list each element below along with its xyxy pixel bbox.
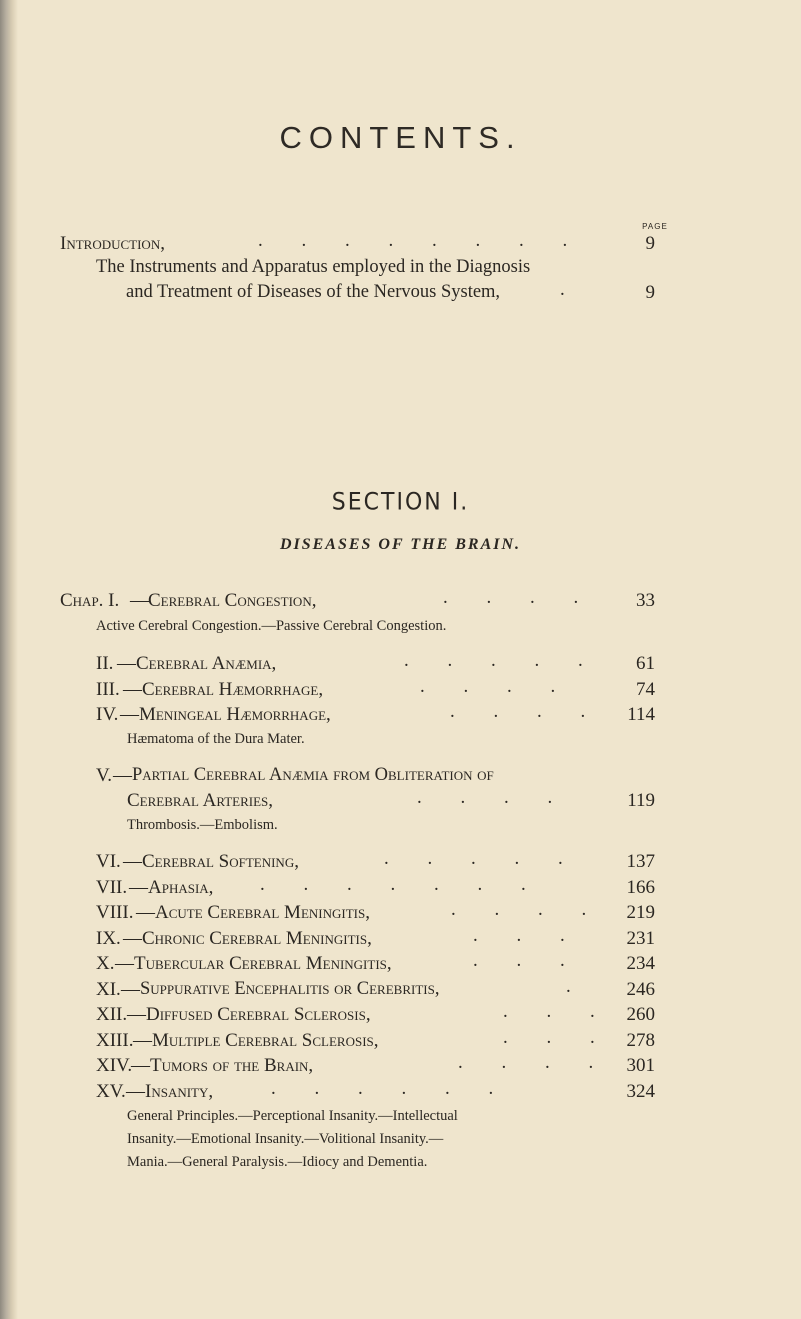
- chapter-title: Suppurative Encephalitis or Cerebritis,: [140, 979, 440, 999]
- chapter-page: 119: [627, 790, 655, 811]
- intro-page: 9: [645, 233, 655, 254]
- chapter-page: 33: [636, 590, 655, 611]
- chapter-title: Partial Cerebral Anæmia from Obliteration of: [132, 765, 494, 785]
- chapter-title: Acute Cerebral Meningitis,: [155, 902, 370, 923]
- leader-dots: . . . . . . . .: [258, 230, 585, 251]
- chapter-number: XI.: [96, 979, 121, 1000]
- chapter-page: 74: [636, 679, 655, 700]
- chapter-number: XV.: [96, 1081, 126, 1102]
- chapter-title-continued: Cerebral Arteries,: [127, 790, 274, 811]
- chapter-subtopics: Hæmatoma of the Dura Mater.: [127, 731, 305, 747]
- leader-dots: . . .: [503, 1027, 612, 1048]
- chapter-subtopics: Active Cerebral Congestion.—Passive Cerebral Congestion.: [96, 618, 447, 634]
- leader-dots: . . . .: [417, 787, 570, 808]
- chapter-number: IV.: [96, 704, 119, 725]
- chapter-dash: —: [117, 653, 136, 674]
- chapter-page: 278: [626, 1030, 655, 1051]
- chapter-dash: —: [133, 1030, 152, 1051]
- chapter-subtopics-continued: Mania.—General Paralysis.—Idiocy and Dementia.: [127, 1154, 428, 1170]
- chapter-page: 166: [626, 877, 655, 898]
- chapter-page: 61: [636, 653, 655, 674]
- chapter-dash: —: [121, 979, 140, 1000]
- leader-dots: . . . .: [458, 1052, 611, 1073]
- leader-dots: . . . .: [450, 701, 603, 722]
- chapter-title: Cerebral Anæmia,: [136, 653, 277, 674]
- chapter-number: XIII.: [96, 1030, 134, 1051]
- chapter-number: XII.: [96, 1004, 128, 1025]
- page-column-label: PAGE: [642, 222, 668, 231]
- chapter-number: III.: [96, 679, 120, 700]
- leader-dots: . . . . .: [384, 848, 580, 869]
- chapter-page: 219: [626, 902, 655, 923]
- leader-dots: . . .: [503, 1001, 612, 1022]
- chapter-dash: —: [131, 1055, 150, 1076]
- chapter-title: Aphasia,: [148, 877, 214, 898]
- intro-line-2-page: 9: [645, 282, 655, 303]
- chapter-dash: —: [130, 590, 149, 611]
- page-title: CONTENTS.: [279, 120, 522, 155]
- leader-dots: . . . .: [451, 899, 604, 920]
- chapter-page: 324: [626, 1081, 655, 1102]
- chapter-number: IX.: [96, 928, 121, 949]
- section-subheading: DISEASES OF THE BRAIN.: [279, 536, 522, 553]
- chapter-page: 246: [626, 979, 655, 1000]
- chapter-dash: —: [120, 704, 139, 725]
- chapter-dash: —: [123, 851, 142, 872]
- chapter-title: Cerebral Hæmorrhage,: [142, 679, 324, 700]
- leader-dots: . . .: [473, 950, 582, 971]
- chapter-dash: —: [123, 679, 142, 700]
- chapter-number: VI.: [96, 851, 121, 872]
- chapter-page: 301: [626, 1055, 655, 1076]
- chapter-dash: —: [123, 928, 142, 949]
- chapter-dash: —: [126, 1081, 145, 1102]
- chapter-dash: —: [115, 953, 134, 974]
- intro-line-2: and Treatment of Diseases of the Nervous System,: [126, 282, 501, 302]
- chapter-number: II.: [96, 653, 114, 674]
- chapter-number: VIII.: [96, 902, 134, 923]
- chapter-dash: —: [113, 765, 132, 786]
- chapter-title: Chronic Cerebral Meningitis,: [142, 928, 372, 949]
- chapter-dash: —: [129, 877, 148, 898]
- chapter-subtopics: General Principles.—Perceptional Insanity.—Intellectual: [127, 1108, 458, 1124]
- leader-dots: . . . . .: [404, 650, 600, 671]
- chapter-number: X.: [96, 953, 115, 974]
- chapter-page: 231: [626, 928, 655, 949]
- chapter-subtopics-continued: Insanity.—Emotional Insanity.—Volitional Insanity.—: [127, 1131, 444, 1147]
- chapter-title: Meningeal Hæmorrhage,: [139, 704, 331, 725]
- leader-dots: . . . . . .: [271, 1078, 511, 1099]
- chapter-title: Diffused Cerebral Sclerosis,: [146, 1004, 371, 1025]
- chapter-subtopics: Thrombosis.—Embolism.: [127, 817, 278, 833]
- chapter-title: Cerebral Softening,: [142, 851, 299, 872]
- intro-title: Introduction,: [60, 233, 165, 254]
- chapter-title: Tubercular Cerebral Meningitis,: [134, 953, 392, 974]
- chapter-page: 114: [627, 704, 655, 725]
- chapter-number: Chap. I.: [60, 590, 120, 611]
- leader-dots: .: [566, 976, 588, 997]
- chapter-title: Cerebral Congestion,: [148, 590, 317, 611]
- chapter-number: V.: [96, 765, 113, 786]
- chapter-title: Insanity,: [145, 1081, 214, 1102]
- leader-dots: . . . .: [420, 676, 573, 697]
- chapter-dash: —: [136, 902, 155, 923]
- chapter-title: Tumors of the Brain,: [150, 1055, 314, 1076]
- chapter-page: 137: [626, 851, 655, 872]
- chapter-number: XIV.: [96, 1055, 133, 1076]
- chapter-number: VII.: [96, 877, 128, 898]
- chapter-title: Multiple Cerebral Sclerosis,: [152, 1030, 379, 1051]
- section-heading: SECTION I.: [331, 488, 470, 517]
- chapter-dash: —: [127, 1004, 146, 1025]
- leader-dots: . . . . . . .: [260, 874, 543, 895]
- leader-dots: . . .: [473, 925, 582, 946]
- leader-dots: .: [560, 279, 565, 300]
- leader-dots: . . . .: [443, 587, 596, 608]
- chapter-page: 234: [626, 953, 655, 974]
- intro-line-1: The Instruments and Apparatus employed in the Diagnosis: [96, 257, 531, 277]
- chapter-page: 260: [626, 1004, 655, 1025]
